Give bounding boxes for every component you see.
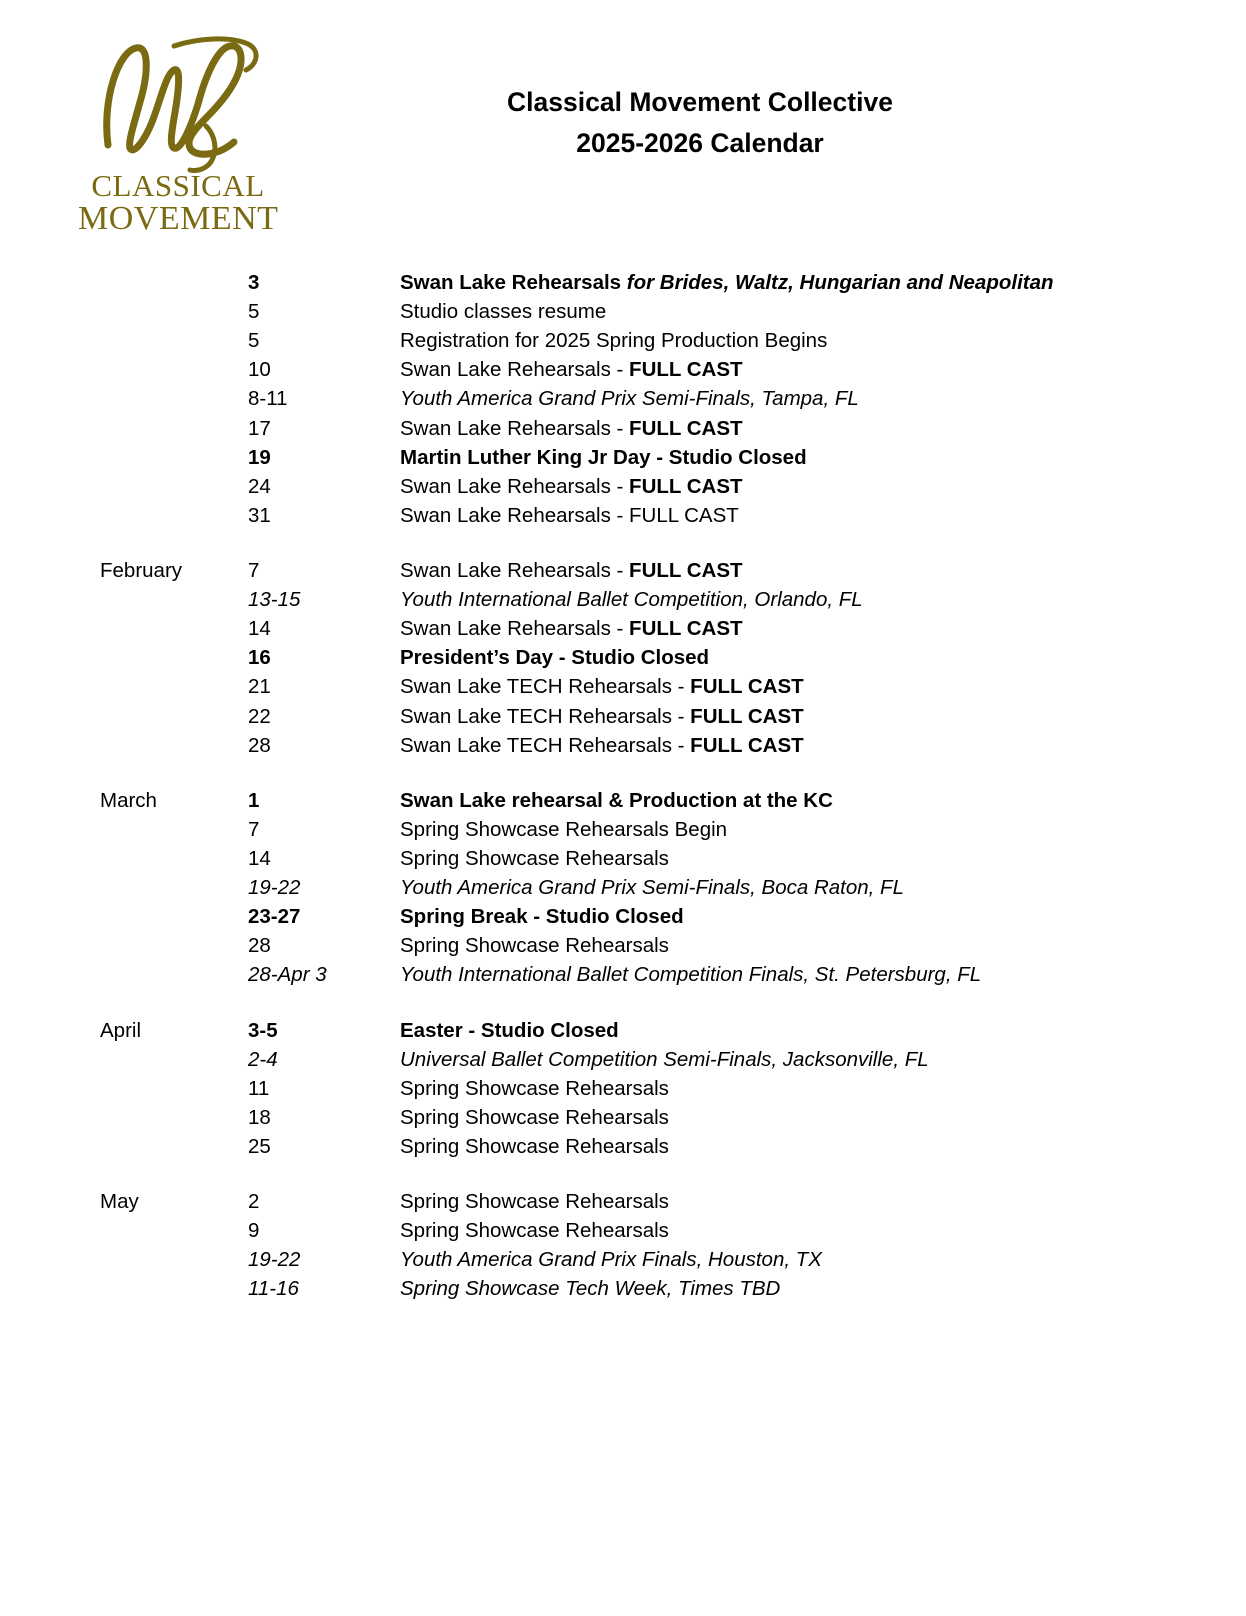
entry-text-part: FULL CAST (629, 358, 743, 382)
calendar-row (100, 297, 1186, 326)
entry-date: 18 (248, 1105, 271, 1129)
calendar-row (100, 614, 1186, 643)
calendar-row (100, 902, 1186, 931)
entry-date: 28 (248, 733, 271, 757)
entry-text-part: Spring Showcase Rehearsals (400, 1076, 669, 1100)
entry-text-part: FULL CAST (629, 558, 743, 582)
month-block (100, 1016, 1186, 1162)
entry-date: 14 (248, 617, 271, 641)
entry-text-part: FULL CAST (629, 474, 743, 498)
entry-date: 1 (248, 788, 260, 812)
entry-text-part: Swan Lake Rehearsals - (400, 416, 630, 440)
calendar-row (100, 556, 1186, 585)
entry-text-part: Registration for 2025 Spring Production Begins (400, 329, 828, 353)
entry-date: 28-Apr 3 (248, 963, 327, 987)
entry-description (400, 556, 1186, 585)
entry-text-part: Spring Showcase Rehearsals (400, 1219, 669, 1243)
entry-text-part: Spring Showcase Rehearsals Begin (400, 817, 728, 841)
page-title (300, 82, 1100, 164)
entry-date: 9 (248, 1219, 260, 1243)
calendar-row (100, 326, 1186, 355)
entry-text-part: Swan Lake Rehearsals - (400, 558, 630, 582)
calendar-row (100, 786, 1186, 815)
entry-description (400, 1132, 1186, 1161)
calendar-entries (0, 250, 1246, 1304)
entry-date: 5 (248, 300, 260, 324)
entry-date: 17 (248, 416, 271, 440)
classical-movement-logo (78, 30, 278, 240)
entry-description (400, 731, 1186, 760)
entry-text-part: President’s Day - Studio Closed (400, 646, 710, 670)
page-title-line-1: Classical Movement Collective (507, 87, 893, 117)
entry-text-part: Swan Lake TECH Rehearsals - (400, 733, 691, 757)
calendar-row (100, 1074, 1186, 1103)
entry-description (400, 702, 1186, 731)
entry-description (400, 614, 1186, 643)
calendar-row (100, 268, 1186, 297)
calendar-row (100, 643, 1186, 672)
calendar-row (100, 1187, 1186, 1216)
entry-text-part: Swan Lake TECH Rehearsals - (400, 704, 691, 728)
entry-description (400, 960, 1186, 989)
month-block (100, 268, 1186, 530)
entry-description (400, 873, 1186, 902)
document-header (0, 0, 1246, 250)
entry-description (400, 672, 1186, 701)
entry-text-part: FULL CAST (629, 416, 743, 440)
entry-date: 14 (248, 846, 271, 870)
entry-text-part: Spring Showcase Rehearsals (400, 1134, 669, 1158)
entry-description (400, 355, 1186, 384)
entry-text-part: Youth International Ballet Competition, Orlando, FL (400, 588, 863, 612)
month-label: May (100, 1190, 139, 1214)
month-label: March (100, 788, 157, 812)
logo-word-classical: CLASSICAL (91, 168, 265, 203)
month-label: April (100, 1018, 142, 1042)
calendar-row (100, 844, 1186, 873)
entry-text-part: Youth America Grand Prix Semi-Finals, Boca Raton, FL (400, 876, 904, 900)
month-block (100, 556, 1186, 760)
entry-date: 5 (248, 329, 260, 353)
calendar-row (100, 1245, 1186, 1274)
entry-text-part: Spring Showcase Rehearsals (400, 846, 669, 870)
entry-text-part: Universal Ballet Competition Semi-Finals, Jacksonville, FL (400, 1047, 929, 1071)
calendar-row (100, 815, 1186, 844)
entry-date: 19-22 (248, 876, 301, 900)
entry-date: 2-4 (248, 1047, 278, 1071)
entry-text-part: Swan Lake Rehearsals - (400, 358, 630, 382)
entry-date: 11-16 (248, 1277, 299, 1301)
entry-text-part: Studio classes resume (400, 300, 607, 324)
entry-description (400, 786, 1186, 815)
entry-text-part: Swan Lake Rehearsals (400, 271, 627, 294)
entry-text-part: Swan Lake rehearsal & Production at the KC (400, 788, 833, 812)
entry-date: 11 (248, 1076, 270, 1100)
calendar-row (100, 1045, 1186, 1074)
entry-date: 3-5 (248, 1018, 278, 1042)
entry-text-part: Youth International Ballet Competition Finals, St. Petersburg, FL (400, 963, 982, 987)
entry-date: 19 (248, 445, 271, 469)
entry-date: 19-22 (248, 1248, 301, 1272)
entry-date: 10 (248, 358, 271, 382)
calendar-row (100, 1132, 1186, 1161)
entry-description (400, 1245, 1186, 1274)
entry-description (400, 585, 1186, 614)
calendar-row (100, 443, 1186, 472)
month-label: February (100, 558, 183, 582)
calendar-row (100, 731, 1186, 760)
logo-word-movement: MOVEMENT (78, 199, 279, 237)
entry-description (400, 268, 1186, 297)
calendar-row (100, 1016, 1186, 1045)
entry-date: 23-27 (248, 905, 301, 929)
entry-description (400, 384, 1186, 413)
entry-description (400, 414, 1186, 443)
entry-text-part: Swan Lake Rehearsals - (400, 474, 630, 498)
cm-monogram-icon (78, 30, 278, 180)
entry-description (400, 297, 1186, 326)
calendar-row (100, 931, 1186, 960)
entry-date: 25 (248, 1134, 271, 1158)
calendar-row (100, 960, 1186, 989)
entry-text-part: Spring Showcase Rehearsals (400, 1105, 669, 1129)
entry-description (400, 844, 1186, 873)
entry-description (400, 501, 1186, 530)
entry-text-part: Swan Lake TECH Rehearsals - (400, 675, 691, 699)
month-block (100, 1187, 1186, 1303)
entry-date: 24 (248, 474, 271, 498)
page-title-line-2: 2025-2026 Calendar (576, 128, 824, 159)
entry-description (400, 902, 1186, 931)
entry-text-part: Swan Lake Rehearsals - (400, 617, 630, 641)
calendar-row (100, 1103, 1186, 1132)
entry-date: 8-11 (248, 387, 288, 411)
entry-text-part: Swan Lake Rehearsals - FULL CAST (400, 503, 739, 527)
entry-description (400, 1216, 1186, 1245)
entry-description (400, 1016, 1186, 1045)
entry-text-part: Spring Showcase Rehearsals (400, 1190, 669, 1214)
calendar-row (100, 472, 1186, 501)
entry-text-part: FULL CAST (629, 617, 743, 641)
entry-date: 7 (248, 817, 260, 841)
entry-text-part: FULL CAST (690, 733, 804, 757)
calendar-row (100, 1274, 1186, 1303)
calendar-row (100, 355, 1186, 384)
entry-description (400, 1274, 1186, 1303)
entry-date: 13-15 (248, 588, 301, 612)
calendar-row (100, 672, 1186, 701)
entry-description (400, 931, 1186, 960)
calendar-row (100, 414, 1186, 443)
entry-date: 28 (248, 934, 271, 958)
entry-text-part: Youth America Grand Prix Semi-Finals, Tampa, FL (400, 387, 859, 411)
entry-date: 31 (248, 503, 271, 527)
entry-text-part: Spring Showcase Rehearsals (400, 934, 669, 958)
logo-wordmark (78, 170, 278, 236)
entry-description (400, 1045, 1186, 1074)
calendar-row (100, 585, 1186, 614)
entry-text-part: Martin Luther King Jr Day - Studio Closed (400, 445, 807, 469)
entry-description (400, 472, 1186, 501)
month-block (100, 786, 1186, 990)
calendar-row (100, 702, 1186, 731)
calendar-row (100, 501, 1186, 530)
entry-text-part: for Brides, Waltz, Hungarian and Neapolitan (626, 271, 1054, 294)
calendar-row (100, 384, 1186, 413)
entry-description (400, 443, 1186, 472)
entry-text-part: Spring Showcase Tech Week, Times TBD (400, 1277, 781, 1301)
calendar-row (100, 1216, 1186, 1245)
entry-date: 16 (248, 646, 271, 670)
entry-text-part: Easter - Studio Closed (400, 1018, 619, 1042)
entry-date: 21 (248, 675, 271, 699)
entry-description (400, 815, 1186, 844)
entry-date: 2 (248, 1190, 260, 1214)
entry-description (400, 1103, 1186, 1132)
entry-text-part: FULL CAST (690, 675, 804, 699)
entry-text-part: Youth America Grand Prix Finals, Houston, TX (400, 1248, 822, 1272)
entry-text-part: FULL CAST (690, 704, 804, 728)
entry-date: 3 (248, 271, 260, 294)
calendar-row (100, 873, 1186, 902)
entry-description (400, 1187, 1186, 1216)
entry-description (400, 326, 1186, 355)
entry-text-part: Spring Break - Studio Closed (400, 905, 684, 929)
entry-date: 7 (248, 558, 260, 582)
entry-description (400, 643, 1186, 672)
entry-description (400, 1074, 1186, 1103)
entry-date: 22 (248, 704, 271, 728)
